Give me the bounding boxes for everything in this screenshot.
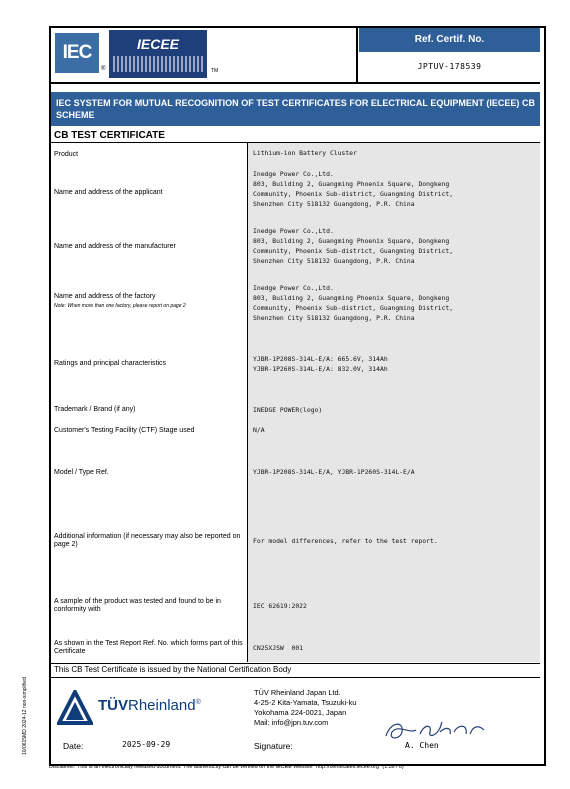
sample-value: IEC 62619:2022 [253, 602, 307, 610]
ctf-label: Customer's Testing Facility (CTF) Stage used [54, 427, 195, 434]
issued-by-statement: This CB Test Certificate is issued by the National Certification Body [54, 665, 292, 674]
report-value: CN25XJSW 001 [253, 644, 304, 652]
manufacturer-value: Inedge Power Co.,Ltd. 803, Building 2, Guangming Phoenix Square, Dongkeng Community, Phoenix Sub-district, Guangming District, Shenzhen City 518132 Guangdong, P.R. China [253, 227, 454, 265]
factory-label-text: Name and address of the factory [54, 293, 156, 300]
issued-rule-top [51, 663, 540, 664]
scheme-title: IEC SYSTEM FOR MUTUAL RECOGNITION OF TEST CERTIFICATES FOR ELECTRICAL EQUIPMENT (IECEE) CB SCHEME [51, 92, 540, 126]
additional-info-value: For model differences, refer to the test report. [253, 537, 438, 545]
factory-label [54, 293, 244, 310]
tuv-rheinland-logo [98, 697, 201, 714]
date-value: 2025-09-29 [122, 740, 171, 749]
report-label: As shown in the Test Report Ref. No. which forms part of this Certificate [54, 640, 243, 655]
tuv-logo-text: TÜV [98, 697, 128, 714]
form-reference: 10/0615MD 2024-12 non-simplified [22, 677, 28, 755]
additional-info-label: Additional information (if necessary may also be reported on page 2) [54, 533, 241, 548]
ref-certif-number: JPTUV-178539 [417, 62, 482, 71]
values-column [247, 143, 540, 662]
model-value: YJBR-1P208S-314L-E/A, YJBR-1P260S-314L-E/A [253, 468, 415, 476]
product-label: Product [54, 151, 79, 158]
ref-certif-label: Ref. Certif. No. [359, 28, 540, 52]
disclaimer: Disclaimer: This is an electronically released document. The authenticity can be verified on the IECEE Website "http://certificates.iecee.org" (1.3s / 0) [49, 764, 404, 770]
ratings-label: Ratings and principal characteristics [54, 360, 167, 367]
manufacturer-label: Name and address of the manufacturer [54, 243, 176, 250]
signature-label: Signature: [254, 741, 293, 751]
factory-note: Note: When more than one factory, please report on page 2 [54, 303, 186, 309]
sample-label: A sample of the product was tested and found to be in conformity with [54, 598, 221, 613]
registered-mark: ® [195, 699, 201, 706]
trademark-label: Trademark / Brand (if any) [54, 406, 136, 413]
ctf-value: N/A [253, 426, 265, 434]
iecee-logo-bars [113, 56, 203, 72]
applicant-label: Name and address of the applicant [54, 189, 163, 196]
signatory-name: A. Chen [405, 741, 439, 750]
tuv-triangle-icon [57, 690, 93, 726]
iecee-logo-text: IECEE [136, 36, 179, 52]
model-label: Model / Type Ref. [54, 469, 109, 476]
iecee-logo [109, 30, 207, 78]
ncb-email: Mail: info@jpn.tuv.com [254, 718, 329, 727]
header-rule [51, 82, 540, 84]
applicant-value: Inedge Power Co.,Ltd. 803, Building 2, Guangming Phoenix Square, Dongkeng Community, Phoenix Sub-district, Guangming District, Shenzhen City 518132 Guangdong, P.R. China [253, 170, 454, 208]
ncb-address-line: TÜV Rheinland Japan Ltd. [254, 688, 341, 697]
trademark-value: INEDGE POWER(logo) [253, 406, 323, 414]
ratings-value: YJBR-1P208S-314L-E/A: 665.6V, 314Ah YJBR-1P260S-314L-E/A: 832.0V, 314Ah [253, 355, 388, 373]
trademark-mark: TM [211, 68, 219, 74]
ncb-address-line: 4-25-2 Kita-Yamata, Tsuzuki-ku [254, 698, 357, 707]
certificate-title: CB TEST CERTIFICATE [54, 130, 165, 141]
date-label: Date: [63, 741, 84, 751]
factory-value: Inedge Power Co.,Ltd. 803, Building 2, Guangming Phoenix Square, Dongkeng Community, Phoenix Sub-district, Guangming District, Shenzhen City 518132 Guangdong, P.R. China [253, 284, 454, 322]
iec-logo: IEC [55, 33, 99, 73]
header-divider [356, 28, 358, 82]
logo-area [51, 28, 356, 82]
ncb-address [254, 688, 356, 728]
ncb-address-line: Yokohama 224-0021, Japan [254, 708, 347, 717]
iec-registered-mark: ® [101, 66, 106, 72]
product-value: Lithium-ion Battery Cluster [253, 149, 357, 157]
issued-rule-bottom [51, 677, 540, 678]
rheinland-logo-text: Rheinland [128, 697, 196, 714]
